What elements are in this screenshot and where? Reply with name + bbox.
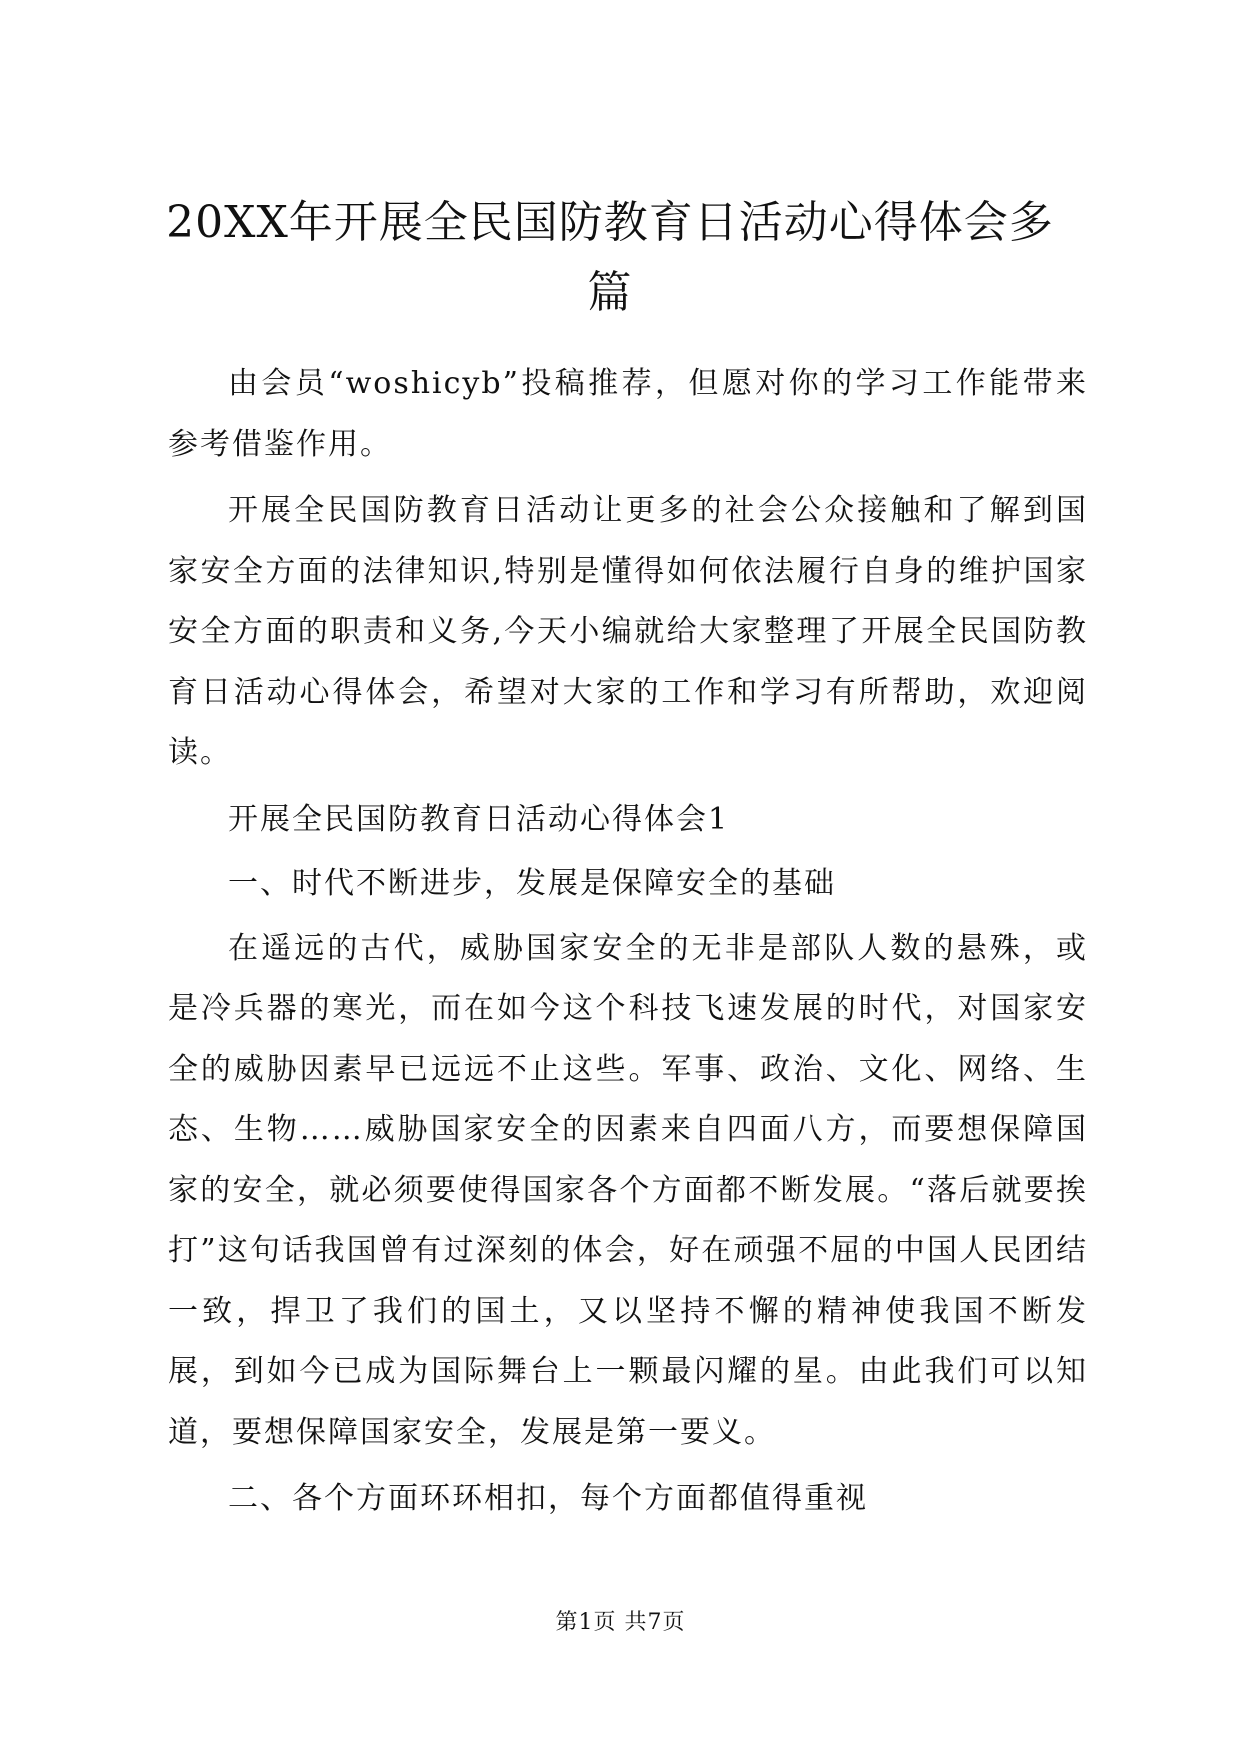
section-heading: 开展全民国防教育日活动心得体会1 (228, 801, 730, 837)
document-title: 20XX年开展全民国防教育日活动心得体会多篇 (166, 197, 1054, 318)
subheading-1: 一、时代不断进步，发展是保障安全的基础 (228, 866, 836, 901)
subheading-2: 二、各个方面环环相扣，每个方面都值得重视 (228, 1481, 868, 1516)
document-body (168, 354, 1088, 1536)
summary-paragraph: 开展全民国防教育日活动让更多的社会公众接触和了解到国家安全方面的法律知识,特别是懂得如何依法履行自身的维护国家安全方面的职责和义务,今天小编就给大家整理了开展全民国防教育日活动心得体会，希望对大家的工作和学习有所帮助，欢迎阅读。 (168, 493, 1088, 770)
page-number: 第1页 共7页 (555, 1610, 686, 1635)
intro-paragraph: 由会员“woshicyb”投稿推荐，但愿对你的学习工作能带来参考借鉴作用。 (168, 366, 1088, 462)
body-paragraph: 在遥远的古代，威胁国家安全的无非是部队人数的悬殊，或是冷兵器的寒光，而在如今这个科技飞速发展的时代，对国家安全的威胁因素早已远远不止这些。军事、政治、文化、网络、生态、生物……威胁国家安全的因素来自四面八方，而要想保障国家的安全，就必须要使得国家各个方面都不断发展。“落后就要挨打”这句话我国曾有过深刻的体会，好在顽强不屈的中国人民团结一致，捍卫了我们的国土，又以坚持不懈的精神使我国不断发展，到如今已成为国际舞台上一颗最闪耀的星。由此我们可以知道，要想保障国家安全，发展是第一要义。 (168, 930, 1088, 1450)
